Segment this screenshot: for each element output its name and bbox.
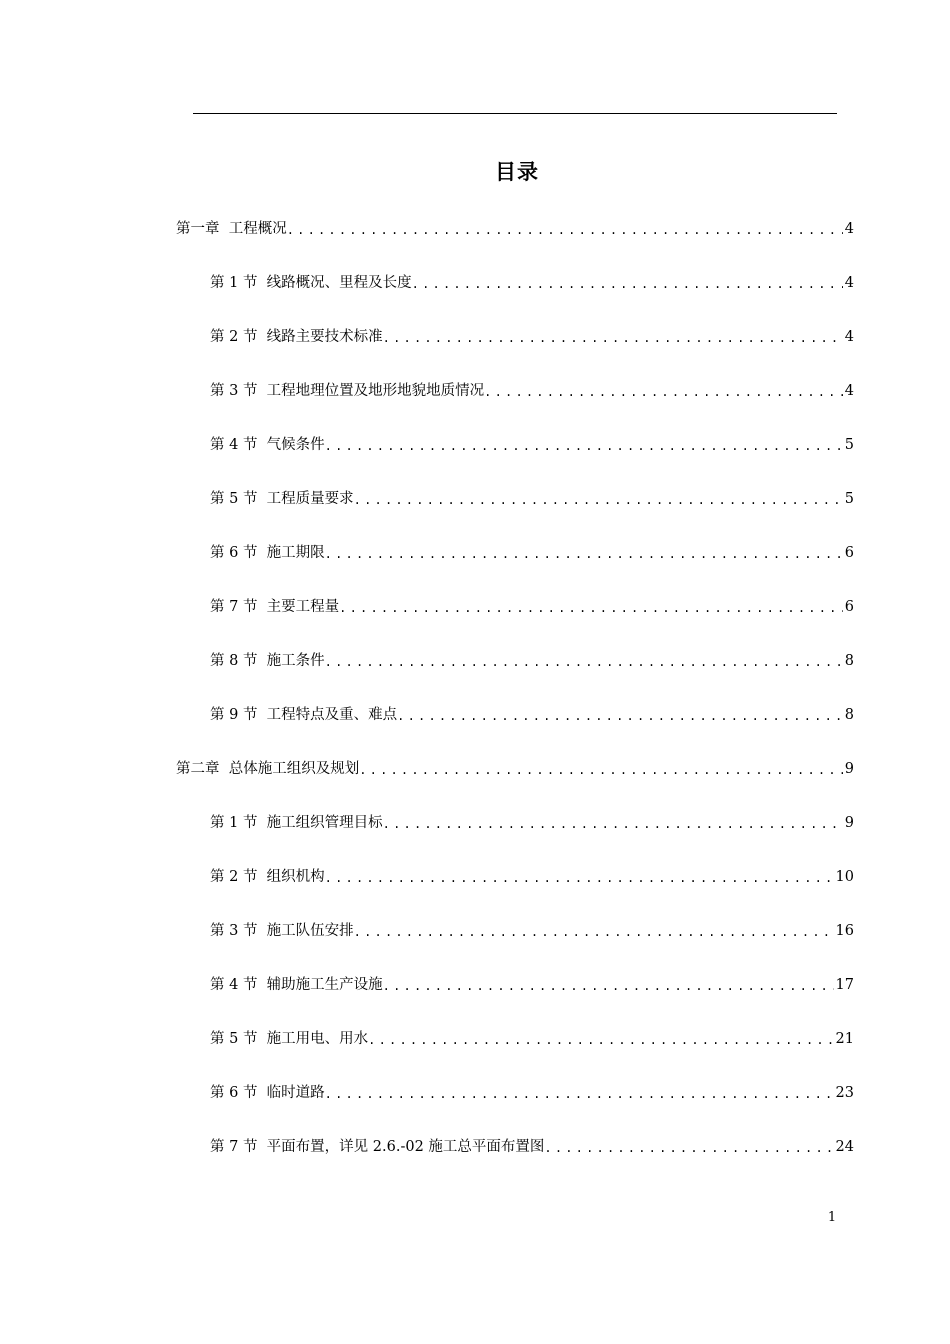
- toc-entry-label: 第 3 节 施工队伍安排: [210, 923, 354, 939]
- toc-entry-page: 10: [835, 869, 854, 885]
- toc-entry-page: 8: [844, 653, 854, 669]
- toc-dot-leader: [412, 274, 843, 294]
- toc-entry-section[interactable]: [210, 380, 854, 402]
- toc-entry-page: 9: [844, 761, 854, 777]
- toc-entry-label: 第 5 节 工程质量要求: [210, 491, 354, 507]
- toc-entry-section[interactable]: [210, 326, 854, 348]
- toc-entry-section[interactable]: [210, 920, 854, 942]
- toc-entry-label: 第 7 节 平面布置，详见 2.6.-02 施工总平面布置图: [210, 1139, 545, 1155]
- toc-dot-leader: [368, 1030, 833, 1050]
- toc-entry-chapter[interactable]: [176, 758, 854, 780]
- toc-entry-label: 第 1 节 施工组织管理目标: [210, 815, 383, 831]
- toc-entry-page: 5: [844, 491, 854, 507]
- toc-entry-label: 第 2 节 组织机构: [210, 869, 325, 885]
- toc-entry-section[interactable]: [210, 1028, 854, 1050]
- toc-entry-label: 第一章 工程概况: [176, 221, 287, 237]
- toc-dot-leader: [484, 382, 843, 402]
- toc-entry-label: 第 7 节 主要工程量: [210, 599, 340, 615]
- toc-dot-leader: [325, 436, 843, 456]
- toc-entry-section[interactable]: [210, 542, 854, 564]
- toc-entry-page: 8: [844, 707, 854, 723]
- toc-title: 目录: [495, 160, 539, 184]
- toc-entry-page: 17: [835, 977, 854, 993]
- toc-dot-leader: [354, 922, 834, 942]
- toc-entry-label: 第 4 节 辅助施工生产设施: [210, 977, 383, 993]
- toc-entry-section[interactable]: [210, 866, 854, 888]
- toc-entry-section[interactable]: [210, 704, 854, 726]
- toc-entry-page: 6: [844, 545, 854, 561]
- toc-entry-page: 5: [844, 437, 854, 453]
- toc-dot-leader: [339, 598, 843, 618]
- toc-entry-page: 6: [844, 599, 854, 615]
- toc-entry-page: 16: [835, 923, 854, 939]
- toc-dot-leader: [287, 220, 843, 240]
- page-number: 1: [827, 1210, 837, 1225]
- toc-entry-section[interactable]: [210, 488, 854, 510]
- toc-entry-label: 第 6 节 临时道路: [210, 1085, 325, 1101]
- toc-entry-section[interactable]: [210, 812, 854, 834]
- toc-entry-page: 9: [844, 815, 854, 831]
- toc-entry-section[interactable]: [210, 272, 854, 294]
- toc-dot-leader: [383, 328, 843, 348]
- toc-dot-leader: [383, 976, 834, 996]
- toc-entry-label: 第 2 节 线路主要技术标准: [210, 329, 383, 345]
- toc-entry-page: 24: [835, 1139, 854, 1155]
- toc-entry-page: 23: [835, 1085, 854, 1101]
- toc-dot-leader: [544, 1138, 833, 1158]
- toc-dot-leader: [325, 868, 834, 888]
- toc-entry-page: 4: [844, 383, 854, 399]
- toc-entry-section[interactable]: [210, 974, 854, 996]
- toc-dot-leader: [325, 544, 843, 564]
- toc-dot-leader: [359, 760, 843, 780]
- toc-entry-page: 4: [844, 275, 854, 291]
- toc-entry-chapter[interactable]: [176, 218, 854, 240]
- toc-dot-leader: [325, 652, 843, 672]
- toc-dot-leader: [325, 1084, 834, 1104]
- toc-dot-leader: [354, 490, 843, 510]
- toc-entry-section[interactable]: [210, 650, 854, 672]
- toc-entry-section[interactable]: [210, 1136, 854, 1158]
- toc-entry-page: 4: [844, 329, 854, 345]
- toc-entry-label: 第 3 节 工程地理位置及地形地貌地质情况: [210, 383, 485, 399]
- toc-entry-label: 第 6 节 施工期限: [210, 545, 325, 561]
- header-rule: [193, 113, 837, 114]
- toc-entry-page: 21: [835, 1031, 854, 1047]
- toc-entry-label: 第 5 节 施工用电、用水: [210, 1031, 369, 1047]
- toc-entry-label: 第 4 节 气候条件: [210, 437, 325, 453]
- toc-entry-label: 第二章 总体施工组织及规划: [176, 761, 360, 777]
- toc-dot-leader: [383, 814, 843, 834]
- toc-entry-label: 第 9 节 工程特点及重、难点: [210, 707, 398, 723]
- toc-entry-section[interactable]: [210, 1082, 854, 1104]
- toc-entry-page: 4: [844, 221, 854, 237]
- toc-entry-section[interactable]: [210, 434, 854, 456]
- toc-dot-leader: [397, 706, 843, 726]
- toc-entry-label: 第 1 节 线路概况、里程及长度: [210, 275, 412, 291]
- toc-entry-section[interactable]: [210, 596, 854, 618]
- toc-entry-label: 第 8 节 施工条件: [210, 653, 325, 669]
